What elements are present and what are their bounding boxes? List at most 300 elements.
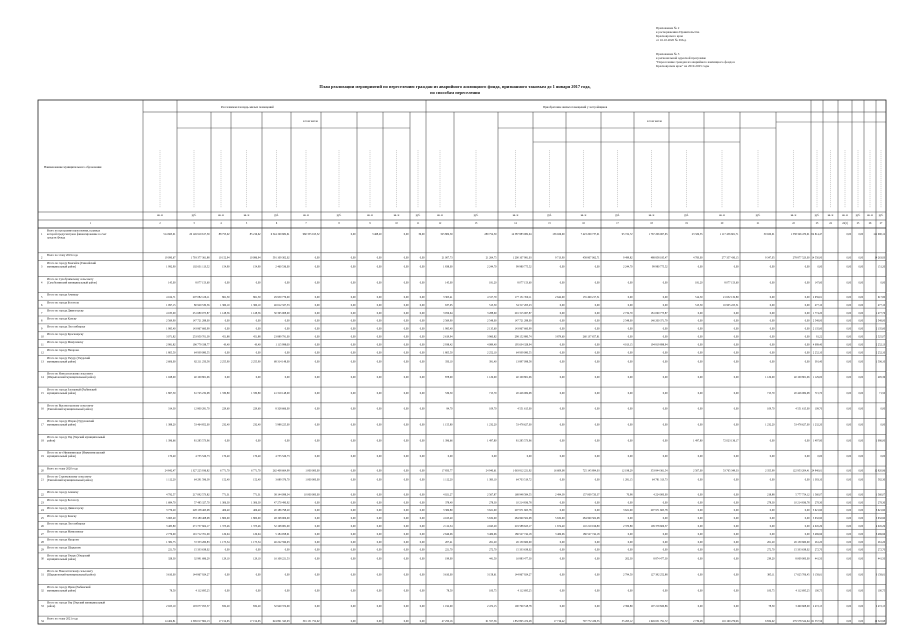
- cell-value: 127 392 252,88: [650, 573, 668, 577]
- cell-value: 196 779 338,77: [192, 343, 210, 347]
- cell-value: 0,00: [559, 557, 565, 561]
- cell-value: 0,00: [376, 256, 382, 260]
- cell-value: 1 330,80: [220, 391, 230, 395]
- cell-value: 0,00: [846, 343, 851, 347]
- unit-label: руб.: [336, 214, 342, 217]
- cell-value: 0,00: [846, 605, 851, 609]
- cell-value: 181,20: [489, 281, 497, 285]
- cell-value: 0,00: [846, 557, 851, 561]
- header-group-right: Приобретение жилых помещений у застройщиков: [543, 105, 608, 109]
- cell-value: 0,00: [350, 439, 356, 443]
- cell-value: 0,00: [697, 455, 703, 459]
- cell-value: 181,20: [695, 281, 703, 285]
- cell-value: 0,00: [858, 319, 863, 323]
- cell-value: 4 551 615,00: [517, 407, 532, 411]
- cell-value: 4 735 526,73: [195, 455, 210, 459]
- cell-value: 0,00: [846, 303, 851, 307]
- unit-label: кв. м: [790, 214, 797, 217]
- cell-value: 116 169 279,96: [721, 619, 739, 623]
- cell-value: 0,00: [224, 281, 230, 285]
- cell-value: 513,30: [489, 303, 497, 307]
- row-number: 11: [41, 343, 44, 347]
- row-name: Всего по этапу 2021 года: [47, 616, 78, 621]
- cell-value: 81,22: [816, 335, 822, 339]
- cell-value: 0,00: [858, 311, 863, 315]
- cell-value: 14 587 883 082,04: [511, 232, 532, 236]
- cell-value: 0,00: [376, 532, 382, 536]
- cell-value: 536,50: [445, 391, 453, 395]
- cell-value: 0,00: [697, 319, 703, 323]
- row-number: 13: [41, 360, 44, 364]
- cell-value: 0,00: [559, 509, 565, 513]
- cell-value: 4 013,15: [623, 343, 633, 347]
- cell-value: 17 716,42: [553, 619, 565, 623]
- cell-value: 0,00: [804, 296, 810, 300]
- cell-value: 0,00: [224, 376, 230, 380]
- cell-value: 207,41: [445, 540, 453, 544]
- cell-value: 0,00: [350, 319, 356, 323]
- cell-value: 0,00: [846, 256, 851, 260]
- cell-value: 0,00: [846, 351, 851, 355]
- column-number: 19: [685, 222, 688, 225]
- cell-value: 0,00: [733, 311, 739, 315]
- cell-value: 0,00: [255, 439, 261, 443]
- cell-value: 78,30: [768, 605, 775, 609]
- cell-value: 0,00: [846, 319, 851, 323]
- cell-value: 0,00: [769, 311, 775, 315]
- cell-value: 81 285 573,96: [516, 439, 532, 443]
- row-name: муниципальный район): [47, 588, 77, 593]
- cell-value: 0,00: [314, 501, 320, 505]
- cell-value: 232,40: [253, 423, 261, 427]
- cell-value: 0,00: [419, 469, 425, 473]
- cell-value: 13 897 098,58: [516, 360, 532, 364]
- cell-value: 1 373,46: [251, 525, 261, 529]
- cell-value: 0,00: [403, 501, 409, 505]
- cell-value: 47 270 490,92: [274, 501, 290, 505]
- cell-value: 0,00: [733, 532, 739, 536]
- cell-value: 0,00: [350, 455, 356, 459]
- cell-value: 0,00: [403, 557, 409, 561]
- cell-value: 771,31: [222, 493, 230, 497]
- cell-value: 0,00: [314, 509, 320, 513]
- row-name: Итого по городу Ужуру (Ужурский: [47, 355, 90, 360]
- cell-value: 0,00: [858, 525, 863, 529]
- cell-value: 72 353 260,83: [194, 540, 210, 544]
- column-number: 9: [369, 222, 371, 225]
- cell-value: 2 548,00: [812, 319, 822, 323]
- cell-value: 637,05: [445, 303, 453, 307]
- cell-value: 0,00: [376, 540, 382, 544]
- cell-value: 170,40: [168, 455, 176, 459]
- cell-value: 0,00: [846, 327, 851, 331]
- cell-value: 878,00: [445, 376, 453, 380]
- row-number: 7: [41, 311, 43, 315]
- column-number: 5: [245, 222, 248, 225]
- cell-value: 1 800,00: [251, 517, 261, 521]
- unit-label: кв. м: [218, 214, 224, 217]
- cell-value: 441,50: [489, 557, 497, 561]
- cell-value: 0,00: [594, 605, 600, 609]
- cell-value: 19 090,67: [164, 256, 176, 260]
- cell-value: 0,00: [559, 311, 565, 315]
- cell-value: 6 771,70: [251, 469, 261, 473]
- cell-value: 2 135,60: [812, 327, 822, 331]
- cell-value: 325 809,59: [440, 232, 453, 236]
- cell-value: 46 222 599,93: [274, 540, 290, 544]
- cell-value: 0,00: [594, 265, 600, 269]
- cell-value: 10 214 836,78: [516, 501, 532, 505]
- cell-value: 0,00: [314, 303, 320, 307]
- cell-value: 1 128,36: [251, 311, 261, 315]
- cell-value: 0,00: [255, 548, 261, 552]
- row-number: 21: [41, 478, 44, 482]
- cell-value: 0,00: [314, 532, 320, 536]
- cell-value: 85 216,62: [249, 232, 261, 236]
- cell-value: 1 306,30: [251, 501, 261, 505]
- cell-value: 146 200 371,79: [650, 319, 668, 323]
- cell-value: 378,40: [445, 501, 453, 505]
- cell-value: 0,00: [817, 455, 822, 459]
- cell-value: 0,00: [350, 423, 356, 427]
- cell-value: 0,00: [858, 423, 863, 427]
- cell-value: 2 135,60: [875, 327, 885, 331]
- cell-value: 0,00: [627, 589, 633, 593]
- cell-value: 8 874 477,30: [653, 557, 668, 561]
- cell-value: 385,11: [767, 573, 775, 577]
- cell-value: 0,00: [858, 619, 863, 623]
- cell-value: 0,00: [403, 525, 409, 529]
- row-name: которой предусмотрено финансирование за счет: [47, 231, 107, 236]
- cell-value: 0,00: [697, 478, 703, 482]
- row-name: муниципальный район): [47, 359, 77, 364]
- cell-value: 1 867,30: [166, 391, 176, 395]
- cell-value: 278,30: [814, 501, 822, 505]
- cell-value: 0,00: [697, 532, 703, 536]
- title-line-1: План реализации мероприятий по переселению граждан из аварийного жилищного фонда, признанного таковым до 1 января 2017 года,: [319, 84, 591, 89]
- cell-value: 2 472,15: [487, 605, 497, 609]
- cell-value: 129,10: [253, 557, 261, 561]
- cell-value: 0,00: [662, 532, 668, 536]
- cell-value: 0,00: [846, 335, 851, 339]
- row-number: 5: [41, 296, 43, 300]
- cell-value: 152,40: [253, 478, 261, 482]
- cell-value: 0,00: [697, 343, 703, 347]
- cell-value: 0,00: [376, 376, 382, 380]
- cell-value: 0,00: [880, 423, 885, 427]
- cell-value: 0,00: [419, 455, 425, 459]
- cell-value: 17 850,77: [441, 469, 453, 473]
- cell-value: 0,00: [733, 540, 739, 544]
- unit-label: руб.: [274, 214, 279, 217]
- cell-value: 3 056,64: [443, 311, 453, 315]
- cell-value: 100,75: [814, 589, 822, 593]
- row-name: Всего по этапу 2020 года: [47, 466, 78, 471]
- cell-value: 0,00: [419, 509, 425, 513]
- cell-value: 0,00: [376, 605, 382, 609]
- cell-value: 207 082 126,11: [192, 296, 210, 300]
- cell-value: 0,00: [846, 439, 851, 443]
- cell-value: 0,00: [594, 303, 600, 307]
- row-name: Итого по городу Ачинску: [47, 292, 79, 297]
- cell-value: 2 507,00: [693, 469, 703, 473]
- cell-value: 0,00: [769, 351, 775, 355]
- cell-value: 0,00: [255, 573, 261, 577]
- cell-value: 0,00: [769, 455, 775, 459]
- cell-value: 80 929 530,56: [194, 303, 210, 307]
- cell-value: 0,00: [846, 540, 851, 544]
- cell-value: 0,00: [314, 517, 320, 521]
- cell-value: 0,00: [697, 540, 703, 544]
- cell-value: 43,40: [254, 343, 261, 347]
- cell-value: 0,00: [255, 319, 261, 323]
- cell-value: 0,00: [350, 619, 356, 623]
- cell-value: 0,00: [314, 319, 320, 323]
- cell-value: 617,80: [877, 296, 885, 300]
- cell-value: 278,30: [767, 501, 775, 505]
- cell-value: 960 355 913,32: [302, 232, 320, 236]
- cell-value: 0,00: [627, 351, 633, 355]
- unit-label: руб.: [191, 214, 197, 217]
- cell-value: 170,40: [222, 455, 230, 459]
- row-name: (Шарыповский муниципальный район): [47, 572, 96, 577]
- cell-value: 0,00: [733, 391, 739, 395]
- cell-value: 0,00: [846, 509, 851, 513]
- cell-value: 232,40: [222, 423, 230, 427]
- cell-value: 715,70: [767, 391, 775, 395]
- cell-value: 0,00: [594, 439, 600, 443]
- cell-value: 3 621,90: [487, 509, 497, 513]
- cell-value: 1 128,36: [220, 311, 230, 315]
- cell-value: 0,00: [314, 351, 320, 355]
- cell-value: 261,20: [877, 540, 885, 544]
- cell-value: 109,70: [814, 407, 822, 411]
- cell-value: 0,00: [804, 265, 810, 269]
- cell-value: 199,00: [445, 557, 453, 561]
- cell-value: 0,00: [403, 351, 409, 355]
- cell-value: 191 712 701,09: [192, 532, 210, 536]
- cell-value: 0,00: [627, 391, 633, 395]
- unit-label: руб.: [878, 214, 884, 217]
- unit-label: кв. м: [719, 214, 725, 217]
- cell-value: 3 158,61: [875, 573, 885, 577]
- cell-value: 2 981,82: [166, 343, 176, 347]
- cell-value: 0,00: [769, 517, 775, 521]
- cell-value: 229,60: [253, 407, 261, 411]
- cell-value: 0,00: [769, 296, 775, 300]
- cell-value: 0,00: [314, 455, 320, 459]
- cell-value: 186 527 742,18: [582, 532, 600, 536]
- cell-value: 4 089,40: [487, 343, 497, 347]
- cell-value: 0,00: [769, 478, 775, 482]
- unit-label: руб.: [473, 214, 479, 217]
- annex-line: Приложение № 3: [656, 52, 680, 56]
- row-name: Итого по городу Енисейск (Енисейский: [47, 261, 96, 266]
- cell-value: 136 026,90: [552, 232, 565, 236]
- cell-value: 1 997,15: [166, 303, 176, 307]
- cell-value: 0,00: [419, 327, 425, 331]
- cell-value: 1 000 000,00: [305, 469, 320, 473]
- cell-value: 107 210 820,86: [650, 605, 668, 609]
- cell-value: 0,00: [284, 351, 290, 355]
- cell-value: 2 642,90: [555, 296, 565, 300]
- row-number: 20: [41, 469, 44, 473]
- cell-value: 0,00: [697, 548, 703, 552]
- cell-value: 0,00: [858, 509, 863, 513]
- cell-value: 3 621,90: [875, 509, 885, 513]
- cell-value: 0,00: [804, 360, 810, 364]
- cell-value: 0,00: [224, 327, 230, 331]
- cell-value: 0,00: [846, 423, 851, 427]
- cell-value: 6 771,70: [220, 469, 230, 473]
- cell-value: 9 499,82: [623, 256, 633, 260]
- cell-value: 0,00: [880, 407, 885, 411]
- cell-value: 144 867 924,27: [514, 573, 532, 577]
- cell-value: 0,00: [419, 360, 425, 364]
- row-name: Итого по городу Шарыпово: [47, 545, 82, 550]
- cell-value: 0,00: [314, 423, 320, 427]
- cell-value: 406,40: [253, 509, 261, 513]
- cell-value: 0,00: [627, 335, 633, 339]
- annex-line: к распоряжению Правительства: [656, 30, 700, 34]
- cell-value: 61 745 232,98: [194, 391, 210, 395]
- cell-value: 0,00: [733, 265, 739, 269]
- cell-value: 0,00: [403, 335, 409, 339]
- cell-value: 4 045,29: [487, 525, 497, 529]
- cell-value: 0,00: [733, 335, 739, 339]
- cell-value: 4 021,27: [443, 493, 453, 497]
- cell-value: 0,00: [769, 319, 775, 323]
- cell-value: 0,00: [858, 501, 863, 505]
- row-name: Итого по городу Лесосибирску: [47, 521, 86, 526]
- cell-value: 0,00: [697, 335, 703, 339]
- cell-value: 12 800 281,70: [194, 407, 210, 411]
- cell-value: 0,00: [376, 557, 382, 561]
- cell-value: 0,00: [594, 589, 600, 593]
- cell-value: 0,00: [419, 376, 425, 380]
- cell-value: 84,70: [446, 407, 453, 411]
- cell-value: 1 985,40: [166, 327, 176, 331]
- cell-value: 147 721 288,00: [514, 319, 532, 323]
- column-number: 15: [548, 222, 551, 225]
- cell-value: 0,00: [627, 501, 633, 505]
- cell-value: 1 497,80: [693, 439, 703, 443]
- cell-value: 514,50: [695, 296, 703, 300]
- cell-value: 2 255,90: [251, 360, 261, 364]
- cell-value: 177 131 350,11: [514, 296, 532, 300]
- cell-value: 0,00: [419, 517, 425, 521]
- cell-value: 144 867 924,27: [192, 573, 210, 577]
- cell-value: 0,00: [419, 423, 425, 427]
- cell-value: 122 953 204,41: [792, 469, 810, 473]
- cell-value: 64 703 519,72: [516, 478, 532, 482]
- cell-value: 0,00: [403, 391, 409, 395]
- cell-value: 228 158 463,98: [192, 509, 210, 513]
- cell-value: 0,00: [594, 455, 600, 459]
- cell-value: 0,00: [419, 407, 425, 411]
- column-number: 27: [879, 222, 883, 225]
- cell-value: 0,00: [804, 478, 810, 482]
- row-name: Итого по городу Уяр (Уярский муниципальный: [47, 600, 106, 605]
- row-name: Итого по городу Заозерный (Рыбинский: [47, 387, 97, 392]
- header-subgroup: в том числе: [303, 119, 318, 123]
- cell-value: 1 838,00: [443, 265, 453, 269]
- cell-value: 0,00: [804, 439, 810, 443]
- row-number: 2: [41, 256, 43, 260]
- cell-value: 391,40: [489, 360, 497, 364]
- cell-value: 0,00: [594, 501, 600, 505]
- cell-value: 81 285 573,96: [194, 439, 210, 443]
- cell-value: 0,00: [627, 540, 633, 544]
- cell-value: 0,00: [403, 343, 409, 347]
- annex-line: Красноярского края: [656, 34, 683, 38]
- cell-value: 0,00: [846, 376, 851, 380]
- cell-value: 0,00: [224, 589, 230, 593]
- cell-value: 0,00: [858, 303, 863, 307]
- cell-value: 0,00: [491, 455, 497, 459]
- cell-value: 0,00: [419, 343, 425, 347]
- cell-value: 2 548,00: [487, 319, 497, 323]
- cell-value: 9 713,90: [555, 256, 565, 260]
- cell-value: 0,00: [594, 281, 600, 285]
- cell-value: 21 264,75: [485, 256, 497, 260]
- cell-value: 0,00: [350, 493, 356, 497]
- cell-value: 1 506,10: [875, 360, 885, 364]
- cell-value: 0,00: [817, 265, 822, 269]
- cell-value: 0,00: [376, 619, 382, 623]
- cell-value: 0,00: [697, 573, 703, 577]
- cell-value: 0,00: [627, 296, 633, 300]
- cell-value: 0,00: [376, 509, 382, 513]
- cell-value: 0,00: [733, 376, 739, 380]
- column-number: 24(1): [842, 222, 848, 225]
- cell-value: 1 129,00: [487, 376, 497, 380]
- cell-value: 100,75: [767, 589, 775, 593]
- cell-value: 64 939 080,55: [194, 351, 210, 355]
- cell-value: 0,00: [559, 376, 565, 380]
- unit-label: кв. м: [367, 214, 373, 217]
- unit-label: руб.: [684, 214, 689, 217]
- column-number: 18: [650, 222, 653, 225]
- cell-value: 0,00: [627, 303, 633, 307]
- cell-value: 0,00: [662, 335, 668, 339]
- cell-value: 1 175,34: [220, 540, 230, 544]
- cell-value: 0,00: [376, 407, 382, 411]
- cell-value: 143 867 660,99: [192, 327, 210, 331]
- row-number: 31: [41, 573, 44, 577]
- cell-value: 0,00: [376, 281, 382, 285]
- cell-value: 0,00: [846, 517, 851, 521]
- cell-value: 0,00: [846, 493, 851, 497]
- cell-value: 0,00: [403, 493, 409, 497]
- cell-value: 155 499 217,31: [582, 296, 600, 300]
- cell-value: 0,00: [376, 501, 382, 505]
- cell-value: 1 649 651 791,72: [648, 619, 668, 623]
- cell-value: 0,00: [284, 589, 290, 593]
- cell-value: 72 023 136,17: [723, 439, 739, 443]
- cell-value: 0,00: [376, 335, 382, 339]
- row-number: 6: [41, 303, 43, 307]
- unit-label: кв. м: [303, 214, 309, 217]
- cell-value: 68 314 148,00: [274, 360, 290, 364]
- cell-value: 8 009 000,00: [795, 557, 810, 561]
- cell-value: 0,00: [846, 501, 851, 505]
- row-name: Итого по городу Ужуру (Ужурский: [47, 553, 90, 558]
- cell-value: 32 991 686,29: [194, 557, 210, 561]
- cell-value: 32 940 374,99: [274, 605, 290, 609]
- cell-value: 1 985,40: [443, 327, 453, 331]
- cell-value: 0,00: [804, 335, 810, 339]
